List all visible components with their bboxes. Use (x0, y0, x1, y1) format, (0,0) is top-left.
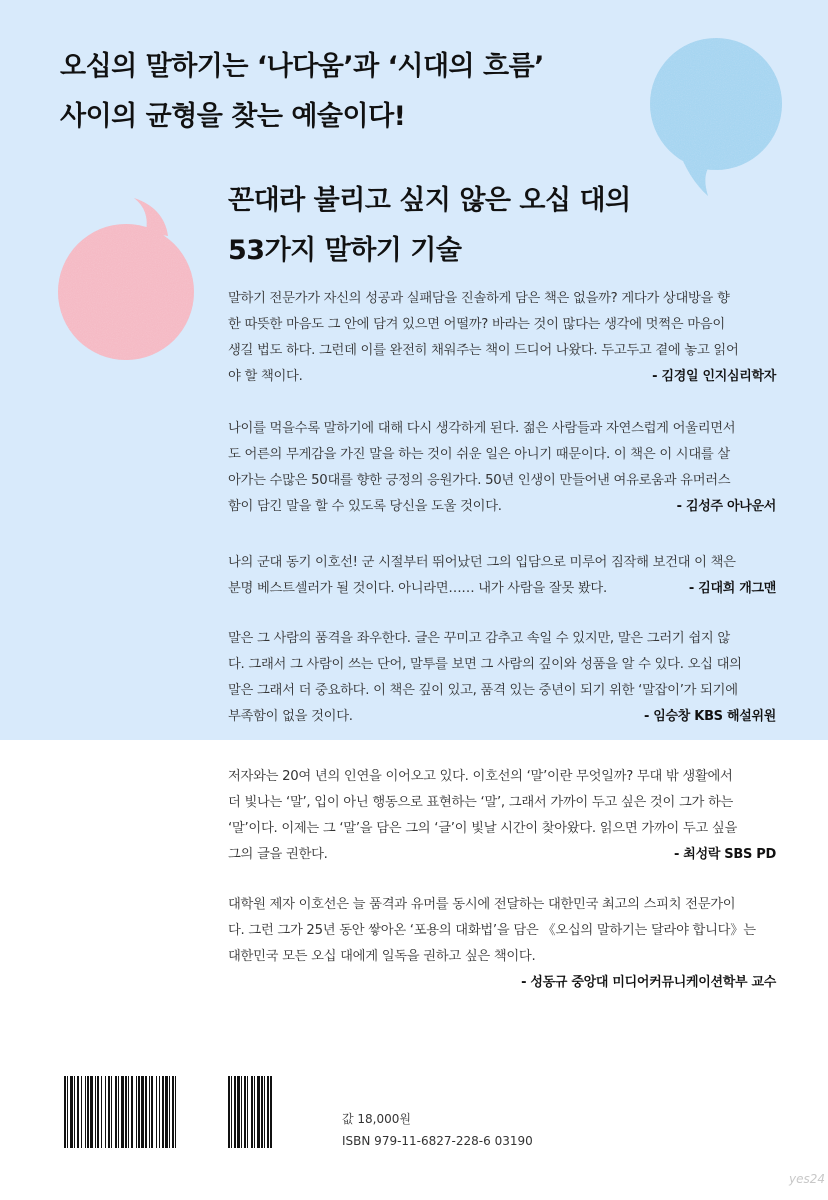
quote-line: 다. 그런 그가 25년 동안 쌓아온 ‘포용의 대화법’을 담은 《오십의 말하기는 달라야 합니다》는 (228, 923, 756, 938)
quote-attribution: - 최성락 SBS PD (673, 847, 776, 862)
endorsement-quote (228, 892, 776, 996)
quote-line: 야 할 책이다. (228, 369, 303, 384)
quote-line: 말하기 전문가가 자신의 성공과 실패담을 진솔하게 담은 책은 없을까? 게다가 상대방을 향 (228, 291, 730, 306)
barcode-addon (228, 1076, 292, 1148)
quote-attribution: - 성동규 중앙대 미디어커뮤니케이션학부 교수 (521, 975, 776, 990)
quote-line: 다. 그래서 그 사람이 쓰는 단어, 말투를 보면 그 사람의 깊이와 성품을 알 수 있다. 오십 대의 (228, 657, 742, 672)
headline (60, 42, 544, 142)
quote-line: 나이를 먹을수록 말하기에 대해 다시 생각하게 된다. 젊은 사람들과 자연스럽게 어울리면서 (228, 421, 736, 436)
quote-line: 나의 군대 동기 이호선! 군 시절부터 뛰어났던 그의 입담으로 미루어 짐작해 보건대 이 책은 (228, 555, 736, 570)
isbn-label: ISBN 979-11-6827-228-6 03190 (342, 1134, 533, 1148)
quote-line: 도 어른의 무게감을 가진 말을 하는 것이 쉬운 일은 아니기 때문이다. 이 책은 이 시대를 살 (228, 447, 730, 462)
subtitle (228, 176, 631, 276)
barcode-bar (272, 1076, 273, 1148)
barcode-bar (176, 1076, 178, 1148)
quote-attribution: - 김경일 인지심리학자 (652, 369, 776, 384)
pink-speech-bubble-icon (50, 196, 200, 366)
quote-line: 함이 담긴 말을 할 수 있도록 당신을 도울 것이다. (228, 499, 502, 514)
watermark-logo: yes24 (789, 1172, 826, 1186)
quote-attribution: - 김대희 개그맨 (688, 581, 776, 596)
endorsement-quote (228, 626, 776, 730)
quote-line: ‘말’이다. 이제는 그 ‘말’을 담은 그의 ‘글’이 빛날 시간이 찾아왔다. 읽으면 가까이 두고 싶을 (228, 821, 737, 836)
headline-line-2: 사이의 균형을 찾는 예술이다! (60, 101, 406, 132)
quote-line: 생길 법도 하다. 그런데 이를 완전히 채워주는 책이 드디어 나왔다. 두고두고 곁에 놓고 읽어 (228, 343, 739, 358)
subtitle-line-2: 53가지 말하기 기술 (228, 235, 462, 266)
barcode (64, 1076, 292, 1148)
price-label: 값 18,000원 (342, 1112, 411, 1126)
endorsement-quote (228, 550, 776, 602)
quote-line: 아가는 수많은 50대를 향한 긍정의 응원가다. 50년 인생이 만들어낸 여유로움과 유머러스 (228, 473, 731, 488)
quote-attribution: - 김성주 아나운서 (676, 499, 776, 514)
headline-line-1: 오십의 말하기는 ‘나다움’과 ‘시대의 흐름’ (60, 51, 544, 82)
quote-line: 분명 베스트셀러가 될 것이다. 아니라면…… 내가 사람을 잘못 봤다. (228, 581, 607, 596)
quote-line: 그의 글을 권한다. (228, 847, 328, 862)
barcode-main (64, 1076, 214, 1148)
endorsement-quote (228, 416, 776, 520)
quote-line: 대한민국 모든 오십 대에게 일독을 권하고 싶은 책이다. (228, 949, 536, 964)
endorsement-quote (228, 286, 776, 390)
blue-speech-bubble-icon (638, 28, 788, 198)
price-block (342, 1108, 533, 1152)
quote-attribution: - 임승창 KBS 해설위원 (643, 709, 776, 724)
quote-line: 저자와는 20여 년의 인연을 이어오고 있다. 이호선의 ‘말’이란 무엇일까? 무대 밖 생활에서 (228, 769, 733, 784)
quote-line: 말은 그래서 더 중요하다. 이 책은 깊이 있고, 품격 있는 중년이 되기 위한 ‘말잡이’가 되기에 (228, 683, 738, 698)
quote-line: 말은 그 사람의 품격을 좌우한다. 글은 꾸미고 감추고 속일 수 있지만, 말은 그러기 쉽지 않 (228, 631, 730, 646)
subtitle-line-1: 꼰대라 불리고 싶지 않은 오십 대의 (228, 185, 631, 216)
quote-line: 부족함이 없을 것이다. (228, 709, 353, 724)
quote-line: 더 빛나는 ‘말’, 입이 아닌 행동으로 표현하는 ‘말’, 그래서 가까이 두고 싶은 것이 그가 하는 (228, 795, 734, 810)
endorsement-quote (228, 764, 776, 868)
quote-line: 대학원 제자 이호선은 늘 품격과 유머를 동시에 전달하는 대한민국 최고의 스피치 전문가이 (228, 897, 736, 912)
quote-line: 한 따뜻한 마음도 그 안에 담겨 있으면 어떨까? 바라는 것이 많다는 생각에 멋쩍은 마음이 (228, 317, 725, 332)
